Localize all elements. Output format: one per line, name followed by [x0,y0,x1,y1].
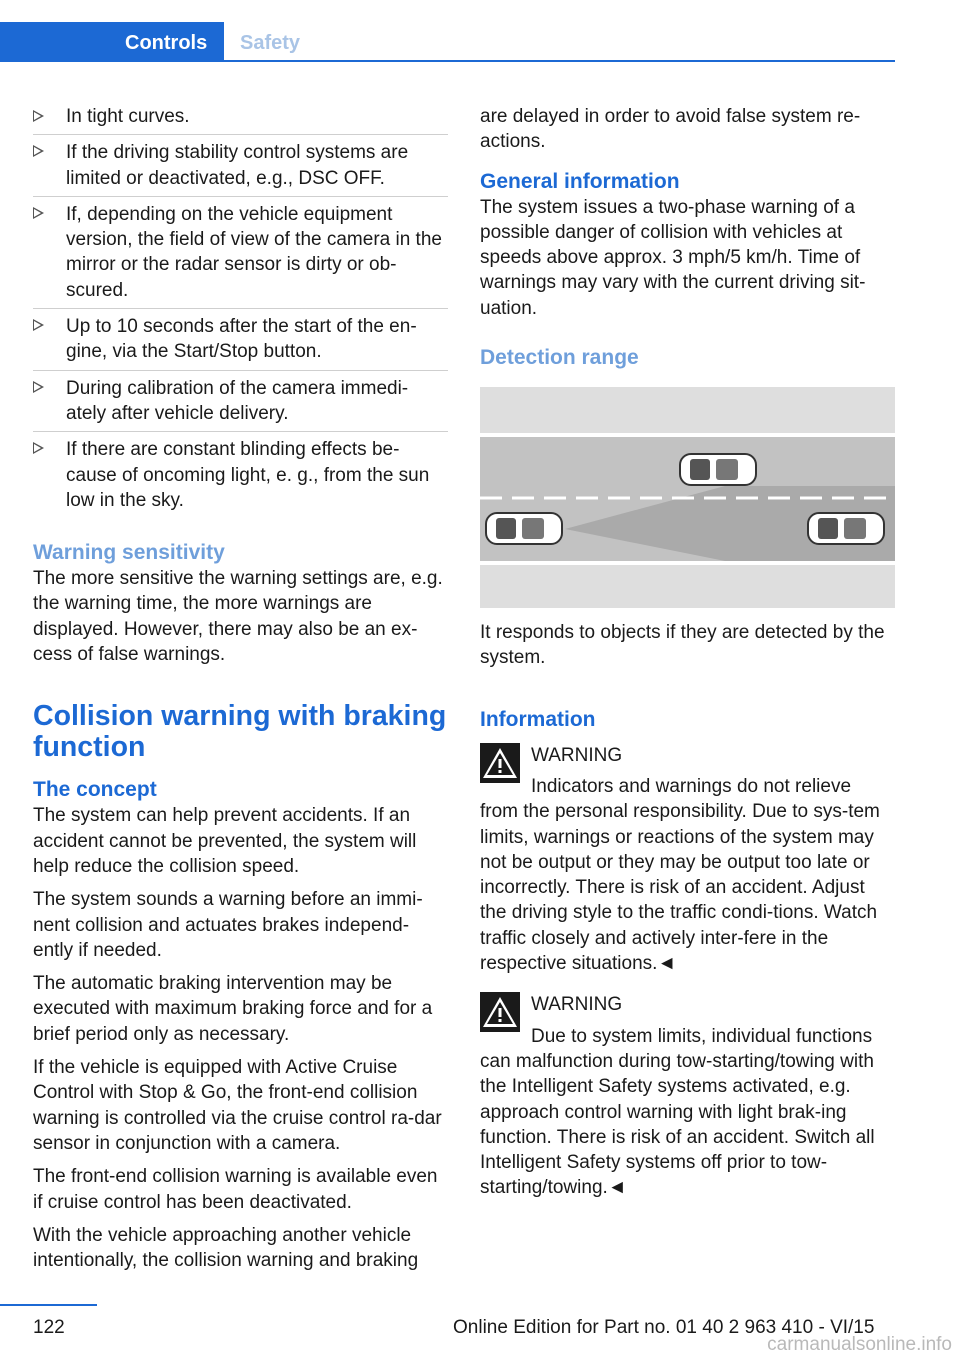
list-item: Up to 10 seconds after the start of the en-gine, via the Start/Stop button. [33,309,448,371]
triangle-bullet-icon [33,110,44,122]
concept-heading: The concept [33,778,157,802]
triangle-bullet-icon [33,207,44,219]
concept-paragraph: With the vehicle approaching another vehicle intentionally, the collision warning and braking [33,1224,419,1272]
tab-safety[interactable]: Safety [240,32,301,54]
list-item: If the driving stability control systems are limited or deactivated, e.g., DSC OFF. [33,135,448,197]
concept-paragraph: If the vehicle is equipped with Active Cruise Control with Stop & Go, the front-end collision warning is controlled via the cruise control ra-dar sensor in conjunction with a camera. [33,1057,442,1154]
warning-first-line: Indicators and warnings do not relieve [531,775,852,797]
header-tabbar [0,22,895,62]
list-item: If there are constant blinding effects be-cause of oncoming light, e. g., from the sun low in the sky. [33,432,448,518]
triangle-bullet-icon [33,442,44,454]
warning-label: WARNING [531,744,623,766]
list-item: During calibration of the camera immedi-ately after vehicle delivery. [33,371,448,433]
figure-caption: It responds to objects if they are detected by the system. [480,622,885,669]
warning-sensitivity-text: The more sensitive the warning settings are, e.g. the warning time, the more warnings are displayed. However, there may also be an ex-cess of false warnings. [33,568,443,666]
warning-label: WARNING [531,994,623,1016]
edition-text: Online Edition for Part no. 01 40 2 963 410 - VI/15 [453,1317,875,1338]
car-ahead-same-lane-icon [808,513,884,544]
list-item: If, depending on the vehicle equipment version, the field of view of the camera in the mirror or the radar sensor is dirty or ob-scured. [33,197,448,309]
page-number: 122 [33,1317,65,1338]
warning-first-line: Due to system limits, individual functions [531,1025,873,1047]
general-information-heading: General information [480,169,680,193]
condition-list [33,100,448,518]
warning-triangle-icon [480,743,520,783]
watermark: carmanualsonline.info [767,1334,952,1355]
list-item: In tight curves. [33,100,448,135]
concept-paragraph: The system can help prevent accidents. If an accident cannot be prevented, the system will help reduce the collision speed. [33,805,417,877]
warning-block [480,743,896,977]
detection-range-illustration [480,387,895,608]
triangle-bullet-icon [33,381,44,393]
car-adjacent-lane-icon [680,454,756,485]
warning-block [480,992,896,1200]
footer-rule [0,1304,97,1306]
concept-paragraph: The front-end collision warning is available even if cruise control has been deactivated. [33,1166,438,1213]
information-heading: Information [480,707,596,731]
triangle-bullet-icon [33,319,44,331]
continuation-text: are delayed in order to avoid false system re-actions. [480,106,861,153]
general-information-text: The system issues a two-phase warning of a possible danger of collision with vehicles at speeds above approx. 3 mph/5 km/h. Time of warnings may vary with the current driving sit-uation. [480,196,866,319]
warning-triangle-icon [480,992,520,1032]
warning-sensitivity-heading: Warning sensitivity [33,541,225,565]
triangle-bullet-icon [33,145,44,157]
concept-paragraph: The system sounds a warning before an immi-nent collision and actuates brakes independ-ently if needed. [33,889,423,961]
warning-text: can malfunction during tow-starting/towing with the Intelligent Safety systems activated, e.g. approach control warning with light brak-ing function. There is risk of an accident. Switch all Intelligent Safety systems off prior to tow-starting/towing.◄ [480,1050,875,1199]
warning-text: from the personal responsibility. Due to sys-tem limits, warnings or reactions of the system may not be output or they may be output too late or incorrectly. There is risk of an accident. Adjust the driving style to the traffic condi-tions. Watch traffic closely and actively inter-fere in the respective situations.◄ [480,801,880,975]
car-own-icon [486,513,562,544]
tab-controls[interactable]: Controls [0,22,224,62]
section-title: Collision warning with braking function [33,700,447,764]
detection-range-heading: Detection range [480,346,639,370]
concept-paragraph: The automatic braking intervention may be executed with maximum braking force and for a brief period only as necessary. [33,973,433,1045]
right-column [480,100,896,1201]
detection-range-diagram [480,387,895,608]
left-column [33,100,448,1273]
